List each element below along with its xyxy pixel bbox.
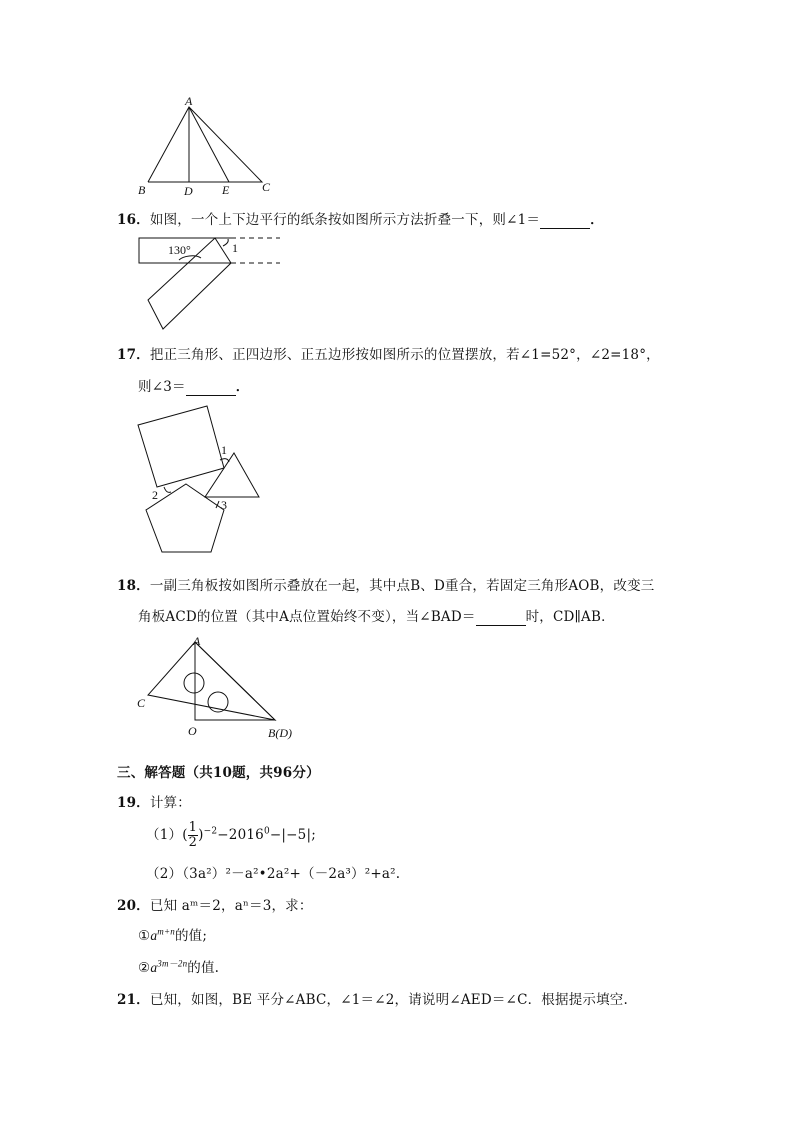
- question-number: 20．: [117, 898, 150, 914]
- question-end: ．: [590, 212, 604, 228]
- question-end: ．: [235, 379, 250, 395]
- angle-1-label: 1: [221, 443, 227, 457]
- question-18-line1: [117, 574, 654, 594]
- question-text: 已知，如图，BE 平分∠ABC，∠1＝∠2，请说明∠AED＝∠C．根据提示填空.: [149, 992, 628, 1008]
- question-text: 一副三角板按如图所示叠放在一起，其中点B、D重合，若固定三角形AOB，改变三: [149, 578, 655, 594]
- question-19: [117, 791, 191, 811]
- label-b: B: [138, 183, 146, 197]
- angle-2-label: 2: [152, 488, 158, 502]
- question-20-item2: $②a^{3m-2n}$的值.: [138, 958, 220, 976]
- label-a: A: [193, 634, 201, 648]
- question-text: 计算：: [149, 795, 191, 811]
- question-text: 则∠3＝: [138, 379, 186, 395]
- label-b-d: B(D): [268, 726, 292, 740]
- question-number: 17．: [117, 347, 150, 363]
- fraction-one-half: $\frac{1}{2}$: [188, 820, 198, 850]
- question-number: 16．: [117, 212, 150, 228]
- label-c: C: [262, 180, 271, 194]
- question-text-end: 时，CD∥AB．: [525, 609, 615, 625]
- question-20-item1: $①a^{m+n}$的值;: [138, 926, 208, 944]
- question-20: [117, 894, 313, 914]
- question-16: [117, 208, 604, 229]
- angle-3-label: 3: [221, 498, 227, 512]
- question-text: 如图，一个上下边平行的纸条按如图所示方法折叠一下，则∠1＝: [149, 212, 541, 228]
- question-text: 已知 aᵐ＝2，aⁿ＝3，求：: [149, 898, 313, 914]
- figure-polygons: [130, 400, 270, 560]
- question-17-line2: [138, 375, 249, 396]
- question-21: [117, 988, 628, 1008]
- answer-blank[interactable]: [186, 379, 236, 396]
- question-number: 21．: [117, 992, 150, 1008]
- question-number: 19．: [117, 795, 150, 811]
- section-3-heading: 三、解答题（共10题，共96分）: [117, 765, 320, 781]
- question-text: 角板ACD的位置（其中A点位置始终不变），当∠BAD＝: [138, 609, 476, 625]
- question-18-line2: [138, 605, 615, 626]
- angle-1-label: 1: [232, 241, 238, 255]
- answer-blank[interactable]: [476, 609, 526, 626]
- label-d: D: [184, 184, 193, 198]
- angle-130-label: 130°: [168, 243, 191, 257]
- question-number: 18．: [117, 578, 150, 594]
- question-19-part1: （1）( $\frac{1}{2}$ )$^{-2}-2016^0-|-5|$;: [146, 820, 316, 850]
- label-c: C: [137, 696, 146, 710]
- figure-folded-strip: [135, 232, 285, 332]
- label-e: E: [222, 183, 230, 197]
- label-a: A: [185, 94, 193, 108]
- question-19-part2: （2）（3a²）²－a²•2a²+（－2a³）²+a².: [146, 866, 401, 882]
- question-text: 把正三角形、正四边形、正五边形按如图所示的位置摆放，若∠1=52°，∠2=18°，: [149, 347, 660, 363]
- figure-set-squares: [140, 636, 285, 731]
- question-17-line1: [117, 343, 660, 363]
- label-o: O: [188, 724, 197, 738]
- answer-blank[interactable]: [540, 212, 590, 229]
